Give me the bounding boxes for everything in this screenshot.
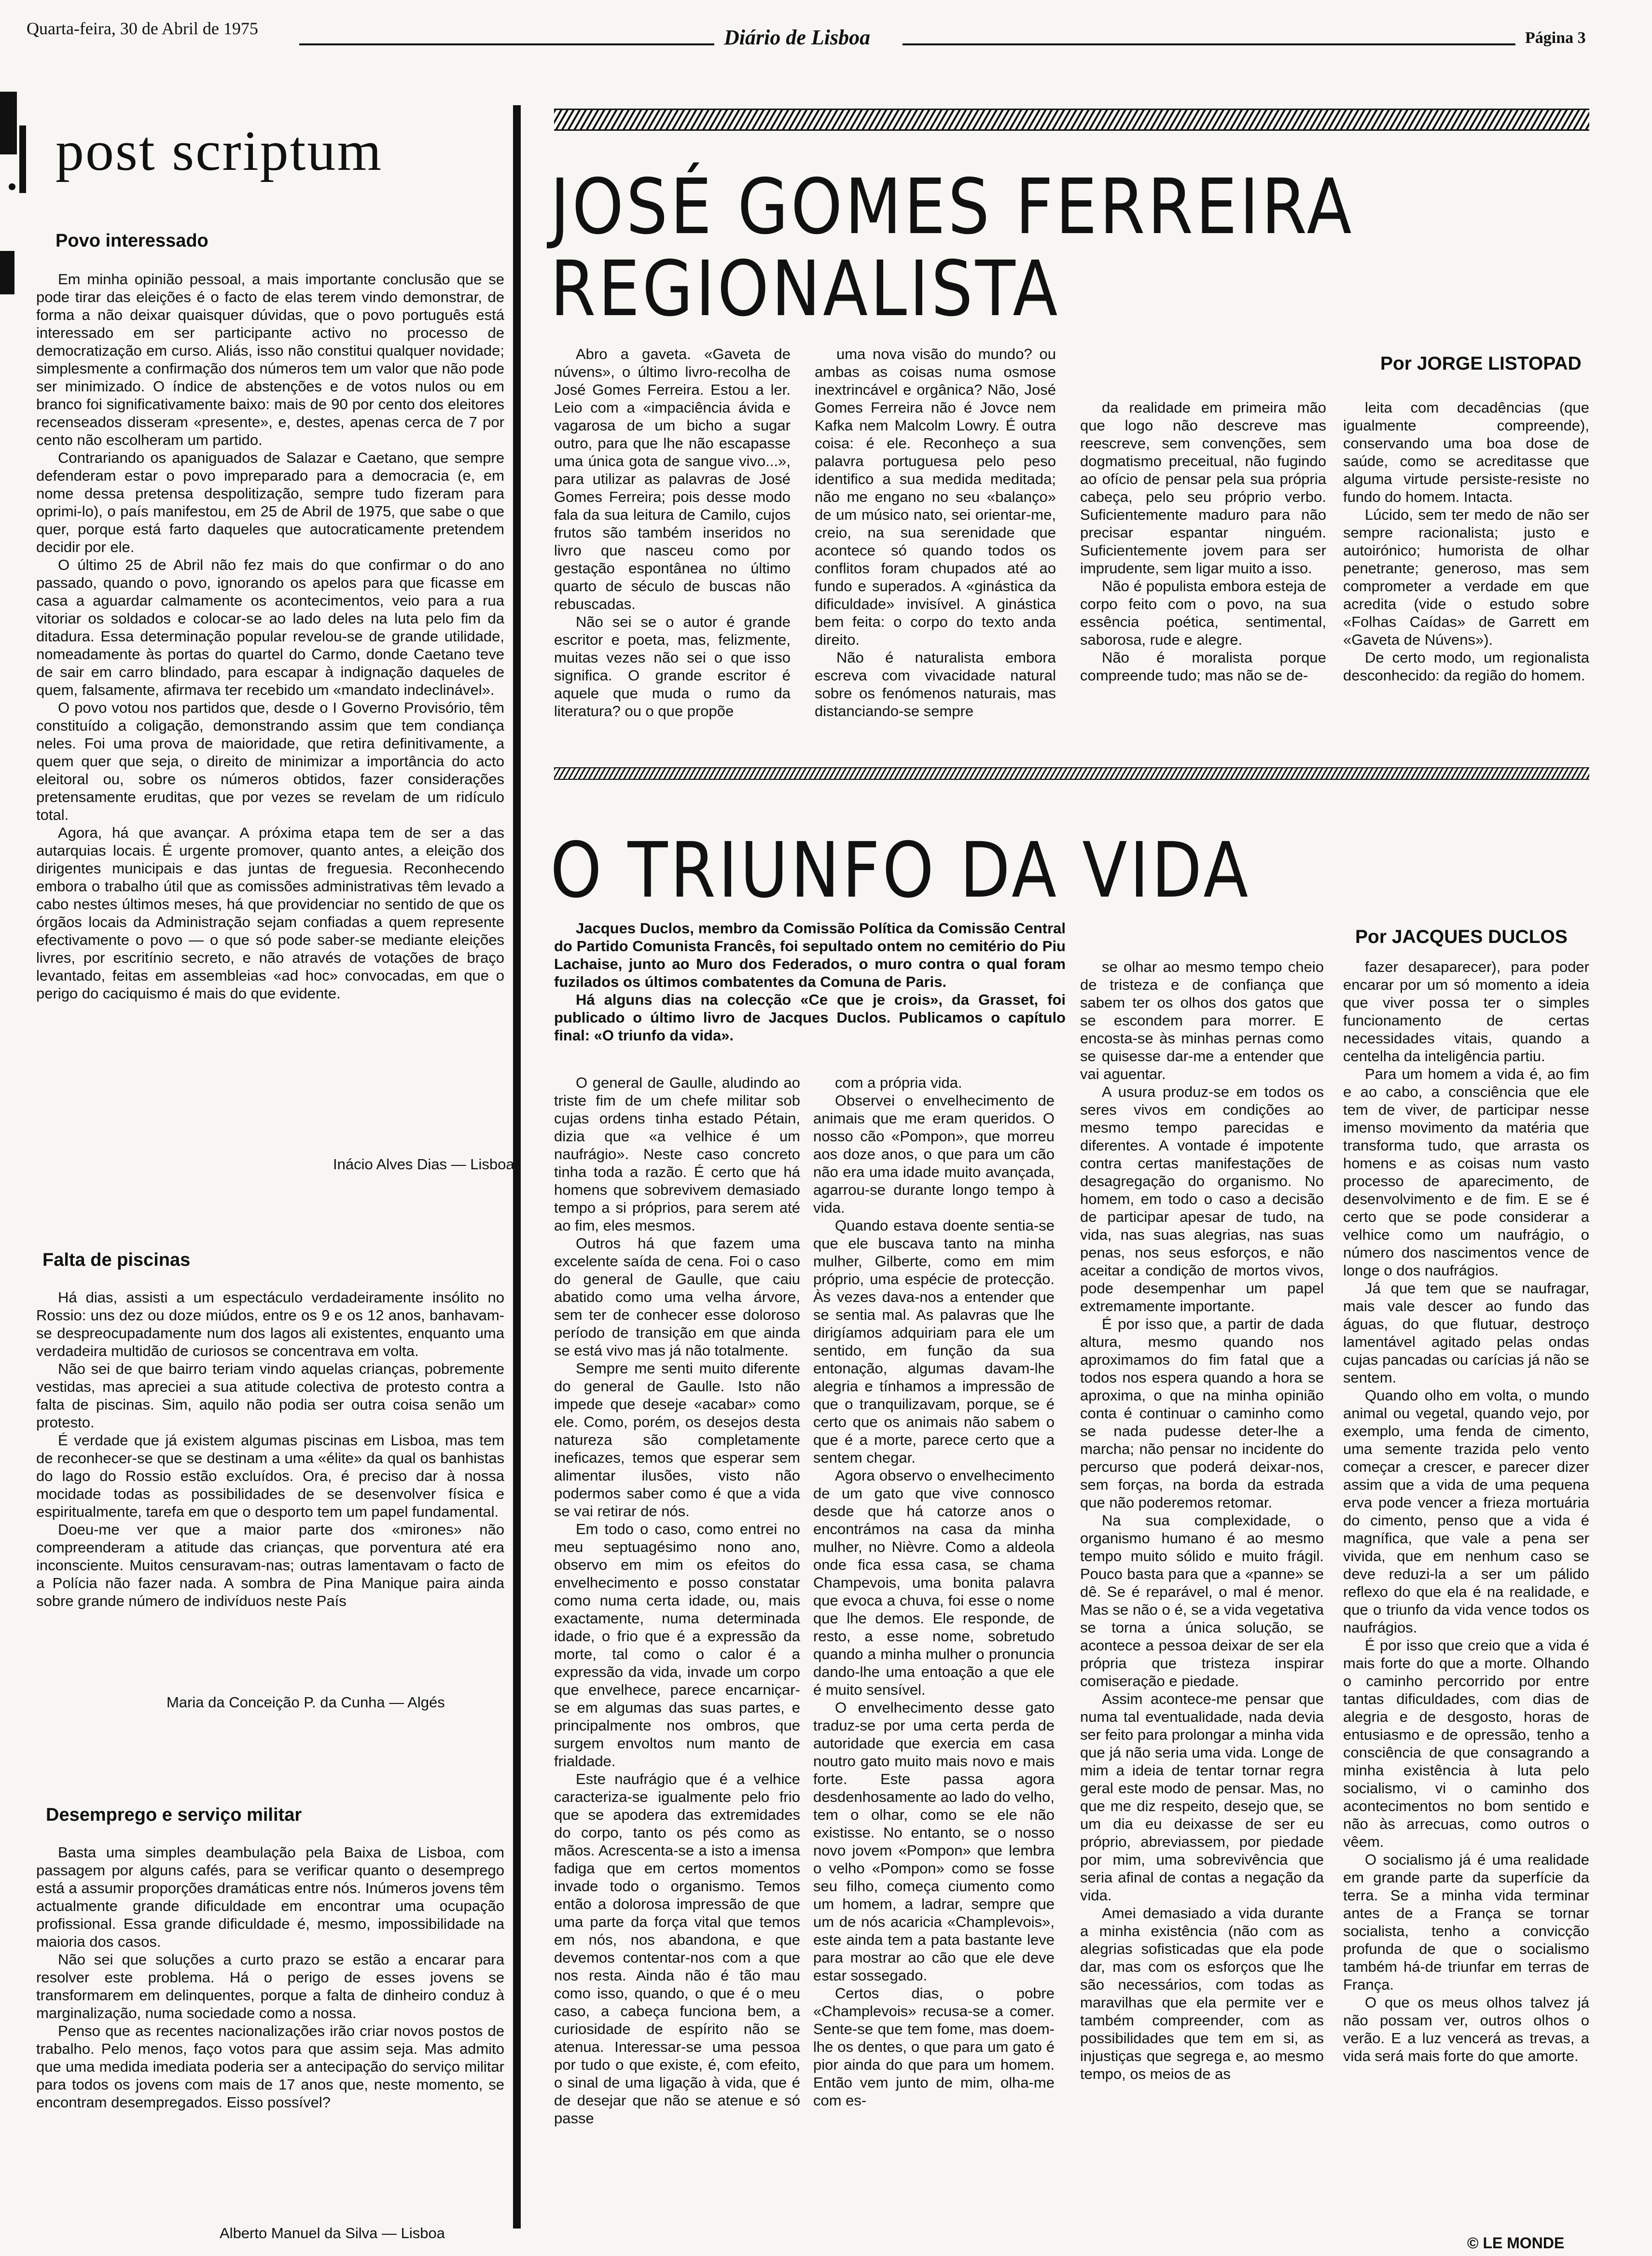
scan-speck xyxy=(0,251,14,294)
paragraph: A usura produz-se em todos os seres vivos em condições ao mesmo tempo parecidas e diferentes. A vontade é impotente contra certas manifestações de desagregação do organismo. No homem, em todo o caso a decisão de participar apesar de tudo, na vida, nas suas alegrias, nas suas penas, nos seus esforços, e não aceitar a condição de mortos vivos, pode desempenhar um papel extremamente importante. xyxy=(1080,1083,1324,1315)
paragraph: Na sua complexidade, o organismo humano é ao mesmo tempo muito sólido e muito frágil. Pouco basta para que a «panne» se dê. Se é reparável, o mal é menor. Mas se não o é, se a vida vegetativa se torna a única solução, se acontece a pessoa deixar de ser ela própria que tristeza inspirar comiseração e piedade. xyxy=(1080,1512,1324,1689)
paragraph: Não sei se o autor é grande escritor e poeta, mas, felizmente, muitas vezes não sei o que isso significa. O grande escritor é aquele que muda o rumo da literatura? ou o que propõe xyxy=(554,613,791,720)
paragraph: fazer desaparecer), para poder encarar por um só momento a ideia que viver possa ter o simples funcionamento de certas necessidades vitais, quando a centelha da inteligência partiu. xyxy=(1343,958,1589,1065)
post-scriptum-left-bar xyxy=(19,125,26,193)
paragraph: O envelhecimento desse gato traduz-se por uma certa perda de autoridade que exercia em casa noutro gato muito mais novo e mais forte. Este passa agora desdenhosamente ao lado do velho, tem o olhar, como se ele não existisse. No entanto, se o nosso novo jovem «Pompon» que lembra o velho «Pompon» como se fosse seu filho, começa ciumento como um homem, a ladrar, sempre que um de nós acaricia «Champlevois», este ainda tem a pata bastante leve para mostrar ao cão que ele deve estar sossegado. xyxy=(813,1699,1055,1984)
paragraph: Este naufrágio que é a velhice caracteriza-se igualmente pelo frio que se apodera das extremidades do corpo, tanto os pés como as mãos. Acrescenta-se a isto a imensa fadiga que em certos momentos invade todo o organismo. Temos então a dolorosa impressão de que uma parte da força vital que temos em nós, nos abandona, e que devemos contentar-nos com a que nos resta. Ainda não é tão mau como isso, quando, o que é o meu caso, a cabeça funciona bem, a curiosidade de espírito não se atenua. Interessar-se uma pessoa por tudo o que existe, é, com efeito, o sinal de uma ligação à vida, que é de desejar que não se atenue e só passe xyxy=(554,1771,800,2127)
letter-body xyxy=(36,1843,504,2111)
article1-byline: Por JORGE LISTOPAD xyxy=(1380,353,1582,374)
article2-column xyxy=(554,1074,800,2127)
paragraph: Lúcido, sem ter medo de não ser sempre racionalista; justo e autoirónico; humorista de olhar penetrante; generoso, mas sem comprometer a verdade em que acredita (vide o estudo sobre «Folhas Caídas» de Garrett em «Gaveta de Núvens»). xyxy=(1343,506,1589,648)
article1-headline-line2: REGIONALISTA xyxy=(550,245,1060,333)
article2-lede xyxy=(554,919,1066,1044)
paragraph: De certo modo, um regionalista desconhecido: da região do homem. xyxy=(1343,649,1589,684)
paragraph: com a própria vida. xyxy=(835,1074,962,1091)
paragraph: Já que tem que se naufragar, mais vale descer ao fundo das águas, do que flutuar, destroço lamentável agitado pelas ondas cujas pancadas ou carícias já não se sentem. xyxy=(1343,1280,1589,1386)
letter-signature: Maria da Conceição P. da Cunha — Algés xyxy=(167,1694,445,1711)
paragraph: O general de Gaulle, aludindo ao triste fim de um chefe militar sob cujas ordens tinha estado Pétain, dizia que «a velhice é um naufrágio». Neste caso concreto tinha toda a razão. É certo que há homens que sobrevivem demasiado tempo a si próprios, para serem até ao fim, eles mesmos. xyxy=(554,1074,800,1234)
paragraph: Jacques Duclos, membro da Comissão Política da Comissão Central do Partido Comunista Francês, foi sepultado ontem no cemitério do Piu Lachaise, junto ao Muro dos Federados, o muro contra o qual foram fuzilados os últimos combatentes da Comuna de Paris. xyxy=(554,920,1066,990)
letter-signature: Inácio Alves Dias — Lisboa xyxy=(333,1156,514,1173)
masthead: Diário de Lisboa xyxy=(724,26,871,49)
paragraph: Em todo o caso, como entrei no meu septuagésimo nono ano, observo em mim os efeitos do envelhecimento e posso constatar como numa certa idade, ou, mais exactamente, numa determinada idade, o frio que é a expressão da morte, tal como o calor é a expressão da vida, invade um corpo que envelhece, parece encarniçar-se em algumas das suas partes, e principalmente nos ombros, que surgem envoltos num manto de frialdade. xyxy=(554,1521,800,1770)
paragraph: Em minha opinião pessoal, a mais importante conclusão que se pode tirar das eleições é o facto de elas terem vindo demonstrar, de forma a não deixar quaisquer dúvidas, que o povo português está interessado em ser participante activo no processo de democratização em curso. Aliás, isso não constitui qualquer novidade; simplesmente a confirmação dos números tem um valor que não pode ser minimizado. O índice de abstenções e de votos nulos ou em branco foi significativamente baixo: mais de 90 por cento dos eleitores recenseados disseram «presente», e, destes, apenas cerca de 7 por cento não escolheram um partido. xyxy=(36,271,504,448)
paragraph: O último 25 de Abril não fez mais do que confirmar o do ano passado, quando o povo, ignorando os apelos para que ficasse em casa a aguardar calmamente os acontecimentos, veio para a rua vitoriar os soldados e colocar-se ao lado deles na luta pelo fim da ditadura. Essa determinação popular revelou-se de grande utilidade, nomeadamente às portas do quartel do Carmo, donde Caetano teve de sair em carro blindado, para escapar à indignação daqueles de quem, falsamente, afirmava ter recebido um «mandato indeclinável». xyxy=(36,556,504,698)
paragraph: Há dias, assisti a um espectáculo verdadeiramente insólito no Rossio: uns dez ou doze miúdos, entre os 9 e os 12 anos, banhavam-se despreocupadamente num dos lagos ali existentes, enquanto uma verdadeira multidão de curiosos se concentrava em volta. xyxy=(36,1289,504,1359)
article1-headline-line1: JOSÉ GOMES FERREIRA xyxy=(550,163,1354,251)
article1-column xyxy=(1080,399,1326,684)
letter-heading: Falta de piscinas xyxy=(42,1250,191,1270)
paragraph: Sempre me senti muito diferente do general de Gaulle. Isto não impede que deseje «acabar» como ele. Como, porém, os desejos desta natureza são completamente ineficazes, temos que esperar sem alimentar ilusões, visto não podermos saber como é que a vida se vai retirar de nós. xyxy=(554,1360,800,1520)
paragraph: É verdade que já existem algumas piscinas em Lisboa, mas tem de reconhecer-se que se destinam a uma «élite» da qual os banhistas do lago do Rossio estão excluídos. Ora, é preciso dar à nossa mocidade todas as possibilidades de se desenvolver física e espiritualmente, tarefa em que o desporto tem um papel fundamental. xyxy=(36,1432,504,1520)
paragraph: Observei o envelhecimento de animais que me eram queridos. O nosso cão «Pompon», que morreu aos doze anos, o que para um cão não era uma idade muito avançada, agarrou-se durante longo tempo à vida. xyxy=(813,1092,1055,1216)
hatched-banner xyxy=(554,767,1589,780)
scan-speck xyxy=(9,183,15,190)
article2-column xyxy=(1343,958,1589,2065)
letter-body xyxy=(36,270,504,1002)
page-number: Página 3 xyxy=(1525,29,1586,47)
scan-speck xyxy=(0,92,17,154)
article2-column xyxy=(1080,958,1324,2083)
letter-heading: Povo interessado xyxy=(56,231,208,251)
article2-credit: © LE MONDE xyxy=(1467,2234,1565,2252)
paragraph: uma nova visão do mundo? ou ambas as coisas numa osmose inextrincável e orgânica? Não, José Gomes Ferreira não é Jovce nem Kafka nem Malcolm Lowry. É outra coisa: é ele. Reconheço a sua palavra portuguesa pelo peso identifico a sua medida meditada; não me engano no seu «balanço» de um músico nato, sei orientar-me, creio, na sua serenidade que acontece só quando todos os conflitos foram chupados até ao fundo e superados. A «ginástica da dificuldade» invisível. A ginástica bem feita: o corpo do texto anda direito. xyxy=(815,346,1056,648)
paragraph: Quando olho em volta, o mundo animal ou vegetal, quando vejo, por exemplo, uma fenda de cimento, uma semente trazida pelo vento começar a crescer, e parecer dizer assim que a vida de uma pequena erva pode vencer a frieza mortuária do cimento, penso que a vida é magnífica, que vale a pena ser vivida, que em nenhum caso se deve reduzi-la a ser um pálido reflexo do que ela é na realidade, e que o triunfo da vida vence todos os naufrágios. xyxy=(1343,1387,1589,1636)
paragraph: O que os meus olhos talvez já não possam ver, outros olhos o verão. E a luz vencerá as trevas, a vida será mais forte do que amorte. xyxy=(1343,1994,1589,2064)
article1-column xyxy=(1343,399,1589,684)
article2-headline: O TRIUNFO DA VIDA xyxy=(550,826,1251,915)
header-date: Quarta-feira, 30 de Abril de 1975 xyxy=(27,19,258,38)
paragraph: Não é moralista porque compreende tudo; mas não se de- xyxy=(1080,649,1326,684)
article1-column xyxy=(815,345,1056,720)
paragraph: Para um homem a vida é, ao fim e ao cabo, a consciência que ele tem de viver, de participar nesse imenso movimento da matéria que transforma tudo, que arrasta os homens e as coisas num vasto processo de aparecimento, de desenvolvimento e de fim. E se é certo que se pode considerar a velhice como um naufrágio, o número dos nascimentos vence de longe o dos naufrágios. xyxy=(1343,1066,1589,1279)
paragraph: Agora observo o envelhecimento de um gato que vive connosco desde que há catorze anos o encontrámos na casa da minha mulher, no Nièvre. Como a aldeola onde fica essa casa, se chama Champevois, uma bonita palavra que evoca a chuva, foi esse o nome que lhe demos. Ele responde, de resto, a esse nome, sobretudo quando a minha mulher o pronuncia dando-lhe uma entoação a que ele é muito sensível. xyxy=(813,1467,1055,1698)
paragraph: Amei demasiado a vida durante a minha existência (não com as alegrias sofisticadas que ela pode dar, mas com os esforços que lhe são necessários, com todas as maravilhas que ela permite ver e também compreender, com as possibilidades que tem em si, as injustiças que segrega e, ao mesmo tempo, os meios de as xyxy=(1080,1905,1324,2082)
header-rule-right xyxy=(902,43,1515,45)
paragraph: Doeu-me ver que a maior parte dos «mirones» não compreenderam a atitude das crianças, que porventura até era inconsciente. Muitos censuravam-nas; outras lamentavam o facto de a Polícia não fazer nada. A sombra de Pina Manique paira ainda sobre grande número de indivíduos neste País xyxy=(36,1521,504,1609)
paragraph: Basta uma simples deambulação pela Baixa de Lisboa, com passagem por alguns cafés, para se verificar quanto o desemprego está a assumir proporções dramáticas entre nós. Inúmeros jovens têm actualmente grande dificuldade em encontrar uma ocupação profissional. Essa grande dificuldade é, mesmo, impossibilidade na maioria dos casos. xyxy=(36,1844,504,1950)
paragraph: da realidade em primeira mão que logo não descreve mas reescreve, sem convenções, sem dogmatismo preceitual, não fugindo ao ofício de pensar pela sua própria cabeça, pelo seu próprio verbo. Suficientemente maduro para não precisar espantar ninguém. Suficientemente jovem para ser imprudente, sem ligar muito a isso. xyxy=(1080,399,1326,577)
paragraph: Não sei de que bairro teriam vindo aquelas crianças, pobremente vestidas, mas apreciei a sua atitude colectiva de protesto contra a falta de piscinas. Sim, aquilo não podia ser outra coisa senão um protesto. xyxy=(36,1360,504,1431)
paragraph: Certos dias, o pobre «Champlevois» recusa-se a comer. Sente-se que tem fome, mas doem-lhe os dentes, o que para um gato é pior ainda do que para um homem. Então vem junto de mim, olha-me com es- xyxy=(813,1985,1055,2109)
hatched-banner xyxy=(554,109,1589,131)
header-rule-left xyxy=(299,43,714,45)
paragraph: Abro a gaveta. «Gaveta de núvens», o último livro-recolha de José Gomes Ferreira. Estou a ler. Leio com a «impaciência ávida e vagarosa de um bicho a sugar outro, para que lhe não escapasse uma única gota de sangue vivo...», para utilizar as palavras de José Gomes Ferreira; pois desse modo fala da sua leitura de Camilo, cujos frutos são também inseridos no livro que nasceu como por gestação espontânea no último quarto de século de buscas não rebuscadas. xyxy=(554,346,791,612)
paragraph: Não é naturalista embora escreva com vivacidade natural sobre os fenómenos naturais, mas distanciando-se sempre xyxy=(815,649,1056,720)
paragraph: O socialismo já é uma realidade em grande parte da superfície da terra. Se a minha vida terminar antes de a França se tornar socialista, tenho a convicção profunda de que o socialismo também há-de triunfar em terras de França. xyxy=(1343,1851,1589,1993)
paragraph: Não é populista embora esteja de corpo feito com o povo, na sua essência poética, sentimental, saborosa, rude e alegre. xyxy=(1080,578,1326,648)
paragraph: se olhar ao mesmo tempo cheio de tristeza e de confiança que sabem ter os olhos dos gatos que se escondem para morrer. E encosta-se às minhas pernas como se quisesse dar-me a entender que vai aguentar. xyxy=(1080,958,1324,1082)
paragraph: leita com decadências (que igualmente compreende), conservando uma boa dose de saúde, como se acreditasse que alguma virtude persiste-resiste no fundo do homem. Intacta. xyxy=(1343,399,1589,505)
article2-byline: Por JACQUES DUCLOS xyxy=(1355,927,1568,947)
paragraph: Quando estava doente sentia-se que ele buscava tanto na minha mulher, Gilberte, como em mim próprio, uma espécie de protecção. Às vezes dava-nos a entender que se sentia mal. As palavras que lhe dirigíamos adquiriam para ele um sentido, em função da sua entonação, algumas davam-lhe alegria e tínhamos a impressão de que o tranquilizavam, porque, se é certo que os animais não sabem o que é a morte, parece certo que a sentem chegar. xyxy=(813,1217,1055,1466)
paragraph: Contrariando os apaniguados de Salazar e Caetano, que sempre defenderam estar o povo impreparado para a democracia (e, em nome dessa pretensa despolitização, sempre tudo fizeram para oprimi-lo), o país manifestou, em 25 de Abril de 1975, que sabe o que quer, porque está farto daqueles que autocraticamente pretendem decidir por ele. xyxy=(36,449,504,555)
letter-signature: Alberto Manuel da Silva — Lisboa xyxy=(220,2225,445,2242)
paragraph: Outros há que fazem uma excelente saída de cena. Foi o caso do general de Gaulle, que caiu abatido como uma velha árvore, sem ter de conhecer esse doloroso período de transição em que ainda se está vivo mas já não totalmente. xyxy=(554,1235,800,1359)
paragraph: Penso que as recentes nacionalizações irão criar novos postos de trabalho. Pelo menos, faço votos para que assim seja. Mas admito que uma medida imediata poderia ser a antecipação do serviço militar para todos os jovens com mais de 17 anos que, neste momento, se encontram desempregados. Eisso possível? xyxy=(36,2022,504,2111)
letter-body xyxy=(36,1288,504,1610)
article1-column xyxy=(554,345,791,720)
paragraph: O povo votou nos partidos que, desde o I Governo Provisório, têm constituído a coligação, demonstrando assim que tem condiança neles. Foi uma prova de maioridade, que retira definitivamente, a quem quer que seja, o direito de minimizar a importância do acto eleitoral ou, sobre os números obtidos, fazer considerações pretensamente eruditas, que por vezes se revelam de um ridículo total. xyxy=(36,699,504,823)
paragraph: Há alguns dias na colecção «Ce que je crois», da Grasset, foi publicado o último livro de Jacques Duclos. Publicamos o capítulo final: «O triunfo da vida». xyxy=(554,991,1066,1044)
paragraph: Não sei que soluções a curto prazo se estão a encarar para resolver este problema. Há o perigo de esses jovens se transformarem em delinquentes, porque a falta de dinheiro conduz à marginalização, numa sociedade como a nossa. xyxy=(36,1951,504,2021)
article2-column xyxy=(813,1074,1055,2109)
letter-heading: Desemprego e serviço militar xyxy=(46,1805,302,1825)
paragraph: É por isso que creio que a vida é mais forte do que a morte. Olhando o caminho percorrido por entre tantas dificuldades, com dias de alegria e de desgosto, horas de entusiasmo e de opressão, tenho a consciência de que consagrando a minha existência à luta pelo socialismo, vi o caminho dos acontecimentos no bom sentido e não às arrecuas, como outros o vêem. xyxy=(1343,1637,1589,1850)
paragraph: É por isso que, a partir de dada altura, mesmo quando nos aproximamos do fim fatal que a todos nos espera quando a hora se aproxima, o que na minha opinião conta é continuar o caminho como se nada pudesse deter-lhe a marcha; não pensar no incidente do percurso que poderá deixar-nos, sem forças, na borda da estrada que não poderemos retomar. xyxy=(1080,1315,1324,1511)
post-scriptum-title: post scriptum xyxy=(56,119,383,182)
paragraph: Assim acontece-me pensar que numa tal eventualidade, nada devia ser feito para prolongar a minha vida que já não seria uma vida. Longe de mim a ideia de tentar tornar regra geral este modo de pensar. Mas, no que me diz respeito, desejo que, se um dia eu deixasse de ser eu próprio, abreviassem, por piedade por mim, uma sobrevivência que seria afinal de contas a negação da vida. xyxy=(1080,1690,1324,1904)
paragraph: Agora, há que avançar. A próxima etapa tem de ser a das autarquias locais. É urgente promover, quanto antes, a eleição dos dirigentes municipais e das juntas de freguesia. Reconhecendo embora o trabalho útil que as comissões administrativas têm levado a cabo nestes últimos meses, há que providenciar no sentido de que os órgãos locais da Administração sejam confiadas a quem represente efectivamente o povo — o que só pode saber-se mediante eleições livres, por escritínio secreto, e não através de votações de braço levantado, feitas em assembleias «ad hoc» convocadas, em que o perigo do caciquismo é mais do que evidente. xyxy=(36,824,504,1002)
